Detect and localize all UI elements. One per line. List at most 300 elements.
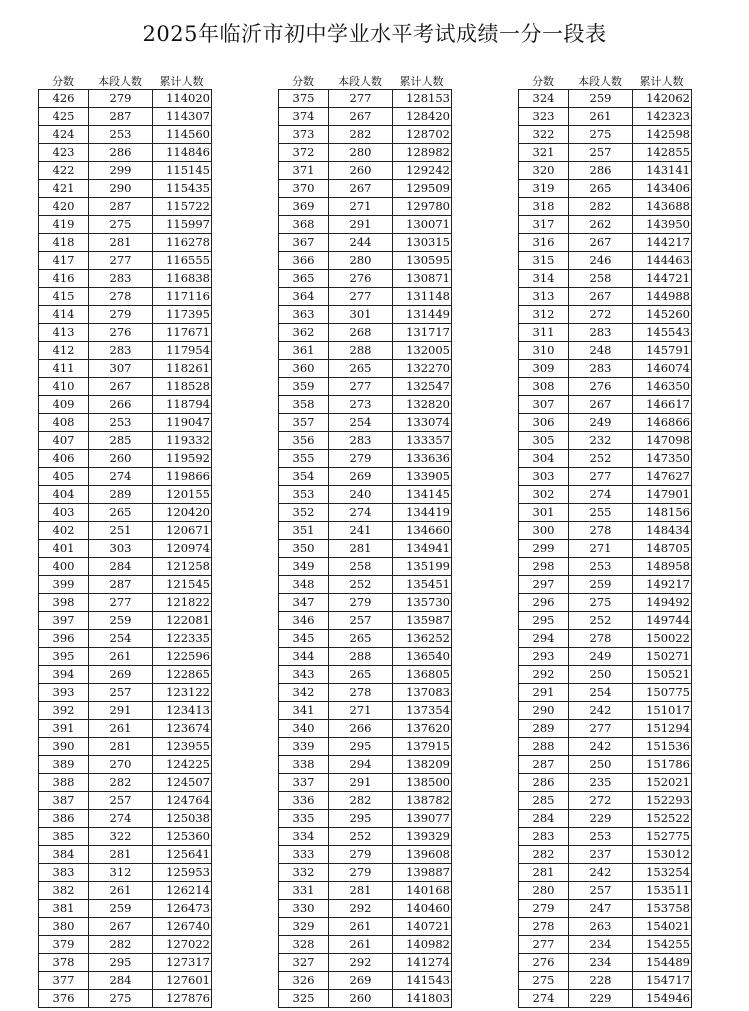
table-row [279, 522, 452, 540]
table-row [519, 270, 692, 288]
table-row [279, 450, 452, 468]
cumulative-count-cell: 124225 [153, 756, 212, 774]
cumulative-count-cell: 142062 [633, 90, 692, 108]
score-cell: 317 [519, 216, 569, 234]
table-row [39, 558, 212, 576]
cumulative-count-cell: 116278 [153, 234, 212, 252]
cumulative-count-cell: 125360 [153, 828, 212, 846]
table-row [39, 756, 212, 774]
segment-count-cell: 290 [89, 180, 153, 198]
cumulative-count-cell: 146866 [633, 414, 692, 432]
table-row [39, 324, 212, 342]
table-row [279, 774, 452, 792]
table-row [279, 126, 452, 144]
score-cell: 310 [519, 342, 569, 360]
score-cell: 346 [279, 612, 329, 630]
header-score: 分数 [52, 75, 74, 88]
table-row [39, 396, 212, 414]
cumulative-count-cell: 148434 [633, 522, 692, 540]
score-cell: 378 [39, 954, 89, 972]
score-cell: 327 [279, 954, 329, 972]
score-cell: 292 [519, 666, 569, 684]
cumulative-count-cell: 147350 [633, 450, 692, 468]
cumulative-count-cell: 153012 [633, 846, 692, 864]
segment-count-cell: 278 [89, 288, 153, 306]
cumulative-count-cell: 137620 [393, 720, 452, 738]
segment-count-cell: 252 [569, 450, 633, 468]
segment-count-cell: 282 [329, 792, 393, 810]
segment-count-cell: 283 [569, 324, 633, 342]
cumulative-count-cell: 147098 [633, 432, 692, 450]
score-cell: 412 [39, 342, 89, 360]
segment-count-cell: 287 [89, 108, 153, 126]
segment-count-cell: 248 [569, 342, 633, 360]
segment-count-cell: 268 [329, 324, 393, 342]
score-cell: 288 [519, 738, 569, 756]
header-segment-count: 本段人数 [98, 75, 142, 88]
cumulative-count-cell: 147901 [633, 486, 692, 504]
cumulative-count-cell: 126740 [153, 918, 212, 936]
table-row [279, 612, 452, 630]
score-cell: 276 [519, 954, 569, 972]
cumulative-count-cell: 137083 [393, 684, 452, 702]
cumulative-count-cell: 136252 [393, 630, 452, 648]
cumulative-count-cell: 134419 [393, 504, 452, 522]
cumulative-count-cell: 117395 [153, 306, 212, 324]
table-row [279, 972, 452, 990]
score-cell: 423 [39, 144, 89, 162]
segment-count-cell: 287 [89, 198, 153, 216]
score-cell: 422 [39, 162, 89, 180]
score-cell: 353 [279, 486, 329, 504]
segment-count-cell: 261 [329, 936, 393, 954]
segment-count-cell: 277 [569, 468, 633, 486]
header-segment-count: 本段人数 [578, 75, 622, 88]
score-cell: 344 [279, 648, 329, 666]
cumulative-count-cell: 117116 [153, 288, 212, 306]
score-cell: 426 [39, 90, 89, 108]
table-row [39, 648, 212, 666]
score-cell: 326 [279, 972, 329, 990]
score-cell: 396 [39, 630, 89, 648]
segment-count-cell: 274 [89, 810, 153, 828]
score-cell: 381 [39, 900, 89, 918]
table-row [519, 666, 692, 684]
cumulative-count-cell: 138500 [393, 774, 452, 792]
cumulative-count-cell: 131449 [393, 306, 452, 324]
cumulative-count-cell: 115997 [153, 216, 212, 234]
header-cumulative-count: 累计人数 [159, 75, 204, 88]
cumulative-count-cell: 135730 [393, 594, 452, 612]
cumulative-count-cell: 120671 [153, 522, 212, 540]
segment-count-cell: 249 [569, 648, 633, 666]
table-row [279, 234, 452, 252]
table-row [519, 864, 692, 882]
cumulative-count-cell: 124764 [153, 792, 212, 810]
score-cell: 278 [519, 918, 569, 936]
score-cell: 425 [39, 108, 89, 126]
cumulative-count-cell: 152021 [633, 774, 692, 792]
score-cell: 303 [519, 468, 569, 486]
score-cell: 306 [519, 414, 569, 432]
cumulative-count-cell: 131717 [393, 324, 452, 342]
segment-count-cell: 259 [89, 900, 153, 918]
segment-count-cell: 288 [329, 648, 393, 666]
score-cell: 372 [279, 144, 329, 162]
score-cell: 350 [279, 540, 329, 558]
segment-count-cell: 267 [569, 234, 633, 252]
segment-count-cell: 281 [329, 882, 393, 900]
table-row [39, 198, 212, 216]
cumulative-count-cell: 121822 [153, 594, 212, 612]
score-cell: 334 [279, 828, 329, 846]
score-cell: 282 [519, 846, 569, 864]
table-row [39, 252, 212, 270]
table-row [519, 648, 692, 666]
segment-count-cell: 251 [89, 522, 153, 540]
cumulative-count-cell: 123122 [153, 684, 212, 702]
cumulative-count-cell: 143406 [633, 180, 692, 198]
cumulative-count-cell: 135987 [393, 612, 452, 630]
cumulative-count-cell: 154717 [633, 972, 692, 990]
segment-count-cell: 281 [89, 738, 153, 756]
cumulative-count-cell: 119047 [153, 414, 212, 432]
cumulative-count-cell: 147627 [633, 468, 692, 486]
score-cell: 364 [279, 288, 329, 306]
segment-count-cell: 276 [569, 378, 633, 396]
cumulative-count-cell: 129242 [393, 162, 452, 180]
segment-count-cell: 261 [89, 720, 153, 738]
cumulative-count-cell: 123674 [153, 720, 212, 738]
segment-count-cell: 303 [89, 540, 153, 558]
table-row [519, 126, 692, 144]
cumulative-count-cell: 154946 [633, 990, 692, 1008]
segment-count-cell: 281 [329, 540, 393, 558]
score-table-column-2 [278, 72, 452, 1008]
cumulative-count-cell: 140982 [393, 936, 452, 954]
score-cell: 415 [39, 288, 89, 306]
score-cell: 391 [39, 720, 89, 738]
score-cell: 304 [519, 450, 569, 468]
table-row [519, 522, 692, 540]
table-row [519, 792, 692, 810]
table-row [519, 936, 692, 954]
score-cell: 420 [39, 198, 89, 216]
table-row [39, 900, 212, 918]
score-cell: 300 [519, 522, 569, 540]
segment-count-cell: 261 [329, 918, 393, 936]
score-cell: 342 [279, 684, 329, 702]
cumulative-count-cell: 122335 [153, 630, 212, 648]
segment-count-cell: 261 [569, 108, 633, 126]
cumulative-count-cell: 154489 [633, 954, 692, 972]
segment-count-cell: 259 [569, 576, 633, 594]
table-row [39, 90, 212, 108]
segment-count-cell: 269 [89, 666, 153, 684]
score-cell: 416 [39, 270, 89, 288]
table-row [279, 702, 452, 720]
table-row [39, 108, 212, 126]
cumulative-count-cell: 137354 [393, 702, 452, 720]
table-row [39, 738, 212, 756]
cumulative-count-cell: 146617 [633, 396, 692, 414]
cumulative-count-cell: 142323 [633, 108, 692, 126]
segment-count-cell: 292 [329, 954, 393, 972]
segment-count-cell: 252 [329, 828, 393, 846]
score-cell: 323 [519, 108, 569, 126]
table-row [279, 198, 452, 216]
cumulative-count-cell: 143688 [633, 198, 692, 216]
table-row [39, 522, 212, 540]
score-cell: 392 [39, 702, 89, 720]
score-cell: 395 [39, 648, 89, 666]
table-row [519, 378, 692, 396]
segment-count-cell: 295 [329, 810, 393, 828]
segment-count-cell: 267 [89, 918, 153, 936]
segment-count-cell: 279 [329, 450, 393, 468]
segment-count-cell: 261 [89, 882, 153, 900]
segment-count-cell: 291 [329, 774, 393, 792]
cumulative-count-cell: 117671 [153, 324, 212, 342]
segment-count-cell: 241 [329, 522, 393, 540]
cumulative-count-cell: 117954 [153, 342, 212, 360]
table-row [279, 90, 452, 108]
table-row [39, 486, 212, 504]
table-row [519, 360, 692, 378]
cumulative-count-cell: 118794 [153, 396, 212, 414]
table-row [279, 486, 452, 504]
segment-count-cell: 282 [89, 936, 153, 954]
header-cumulative-count: 累计人数 [639, 75, 684, 88]
score-cell: 409 [39, 396, 89, 414]
score-cell: 335 [279, 810, 329, 828]
segment-count-cell: 267 [329, 180, 393, 198]
table-row [279, 558, 452, 576]
table-row [39, 450, 212, 468]
segment-count-cell: 286 [89, 144, 153, 162]
score-cell: 414 [39, 306, 89, 324]
segment-count-cell: 274 [89, 468, 153, 486]
score-cell: 389 [39, 756, 89, 774]
segment-count-cell: 254 [89, 630, 153, 648]
cumulative-count-cell: 152522 [633, 810, 692, 828]
table-row [39, 414, 212, 432]
segment-count-cell: 277 [89, 252, 153, 270]
segment-count-cell: 259 [89, 612, 153, 630]
segment-count-cell: 277 [329, 90, 393, 108]
score-cell: 370 [279, 180, 329, 198]
score-cell: 308 [519, 378, 569, 396]
segment-count-cell: 279 [89, 306, 153, 324]
table-row [279, 468, 452, 486]
segment-count-cell: 267 [329, 108, 393, 126]
segment-count-cell: 258 [329, 558, 393, 576]
cumulative-count-cell: 153511 [633, 882, 692, 900]
table-row [519, 306, 692, 324]
table-row [39, 666, 212, 684]
segment-count-cell: 295 [329, 738, 393, 756]
cumulative-count-cell: 141543 [393, 972, 452, 990]
table-row [279, 306, 452, 324]
score-cell: 331 [279, 882, 329, 900]
cumulative-count-cell: 129509 [393, 180, 452, 198]
table-row [279, 144, 452, 162]
header-score: 分数 [532, 75, 554, 88]
score-cell: 379 [39, 936, 89, 954]
table-row [519, 108, 692, 126]
cumulative-count-cell: 148958 [633, 558, 692, 576]
score-cell: 366 [279, 252, 329, 270]
table-row [279, 954, 452, 972]
cumulative-count-cell: 151017 [633, 702, 692, 720]
table-row [519, 234, 692, 252]
score-cell: 400 [39, 558, 89, 576]
cumulative-count-cell: 133636 [393, 450, 452, 468]
cumulative-count-cell: 137915 [393, 738, 452, 756]
score-cell: 360 [279, 360, 329, 378]
segment-count-cell: 273 [329, 396, 393, 414]
table-row [39, 540, 212, 558]
cumulative-count-cell: 136540 [393, 648, 452, 666]
cumulative-count-cell: 127601 [153, 972, 212, 990]
table-row [39, 864, 212, 882]
table-row [519, 396, 692, 414]
score-cell: 293 [519, 648, 569, 666]
table-row [39, 378, 212, 396]
cumulative-count-cell: 154255 [633, 936, 692, 954]
cumulative-count-cell: 126214 [153, 882, 212, 900]
segment-count-cell: 274 [329, 504, 393, 522]
segment-count-cell: 285 [89, 432, 153, 450]
table-row [279, 360, 452, 378]
cumulative-count-cell: 124507 [153, 774, 212, 792]
cumulative-count-cell: 115145 [153, 162, 212, 180]
segment-count-cell: 229 [569, 810, 633, 828]
cumulative-count-cell: 114560 [153, 126, 212, 144]
table-row [39, 918, 212, 936]
segment-count-cell: 228 [569, 972, 633, 990]
segment-count-cell: 279 [89, 90, 153, 108]
score-cell: 336 [279, 792, 329, 810]
table-row [519, 162, 692, 180]
header-segment-count: 本段人数 [338, 75, 382, 88]
cumulative-count-cell: 145791 [633, 342, 692, 360]
score-cell: 405 [39, 468, 89, 486]
table-row [279, 576, 452, 594]
table-row [279, 504, 452, 522]
page-title: 2025年临沂市初中学业水平考试成绩一分一段表 [142, 22, 607, 46]
cumulative-count-cell: 125038 [153, 810, 212, 828]
segment-count-cell: 281 [89, 846, 153, 864]
segment-count-cell: 276 [329, 270, 393, 288]
segment-count-cell: 272 [569, 306, 633, 324]
cumulative-count-cell: 132820 [393, 396, 452, 414]
score-cell: 356 [279, 432, 329, 450]
score-cell: 286 [519, 774, 569, 792]
table-row [39, 792, 212, 810]
cumulative-count-cell: 145543 [633, 324, 692, 342]
score-cell: 281 [519, 864, 569, 882]
score-cell: 398 [39, 594, 89, 612]
table-row [279, 648, 452, 666]
score-cell: 290 [519, 702, 569, 720]
table-row [39, 576, 212, 594]
score-cell: 312 [519, 306, 569, 324]
cumulative-count-cell: 150022 [633, 630, 692, 648]
segment-count-cell: 279 [329, 594, 393, 612]
segment-count-cell: 255 [569, 504, 633, 522]
score-cell: 309 [519, 360, 569, 378]
table-row [39, 720, 212, 738]
table-row [279, 540, 452, 558]
cumulative-count-cell: 141274 [393, 954, 452, 972]
table-row [279, 342, 452, 360]
segment-count-cell: 284 [89, 972, 153, 990]
score-cell: 361 [279, 342, 329, 360]
cumulative-count-cell: 148705 [633, 540, 692, 558]
cumulative-count-cell: 122596 [153, 648, 212, 666]
segment-count-cell: 277 [329, 378, 393, 396]
cumulative-count-cell: 123413 [153, 702, 212, 720]
segment-count-cell: 267 [569, 396, 633, 414]
segment-count-cell: 265 [89, 504, 153, 522]
score-cell: 406 [39, 450, 89, 468]
score-cell: 313 [519, 288, 569, 306]
score-cell: 322 [519, 126, 569, 144]
score-cell: 373 [279, 126, 329, 144]
cumulative-count-cell: 130595 [393, 252, 452, 270]
cumulative-count-cell: 143950 [633, 216, 692, 234]
segment-count-cell: 278 [329, 684, 393, 702]
score-cell: 299 [519, 540, 569, 558]
score-cell: 385 [39, 828, 89, 846]
segment-count-cell: 253 [89, 126, 153, 144]
cumulative-count-cell: 144988 [633, 288, 692, 306]
score-cell: 295 [519, 612, 569, 630]
score-cell: 421 [39, 180, 89, 198]
segment-count-cell: 275 [569, 126, 633, 144]
score-cell: 329 [279, 918, 329, 936]
cumulative-count-cell: 144217 [633, 234, 692, 252]
segment-count-cell: 234 [569, 936, 633, 954]
segment-count-cell: 289 [89, 486, 153, 504]
segment-count-cell: 242 [569, 864, 633, 882]
cumulative-count-cell: 133074 [393, 414, 452, 432]
table-header [38, 72, 212, 89]
segment-count-cell: 266 [89, 396, 153, 414]
segment-count-cell: 278 [569, 630, 633, 648]
segment-count-cell: 272 [569, 792, 633, 810]
cumulative-count-cell: 144721 [633, 270, 692, 288]
segment-count-cell: 258 [569, 270, 633, 288]
table-row [519, 882, 692, 900]
table-row [39, 828, 212, 846]
segment-count-cell: 322 [89, 828, 153, 846]
segment-count-cell: 275 [569, 594, 633, 612]
segment-count-cell: 267 [89, 378, 153, 396]
cumulative-count-cell: 122865 [153, 666, 212, 684]
cumulative-count-cell: 145260 [633, 306, 692, 324]
score-cell: 383 [39, 864, 89, 882]
segment-count-cell: 257 [89, 684, 153, 702]
score-cell: 340 [279, 720, 329, 738]
table-row [39, 702, 212, 720]
cumulative-count-cell: 121258 [153, 558, 212, 576]
segment-count-cell: 283 [89, 270, 153, 288]
score-cell: 315 [519, 252, 569, 270]
segment-count-cell: 276 [89, 324, 153, 342]
table-row [279, 432, 452, 450]
